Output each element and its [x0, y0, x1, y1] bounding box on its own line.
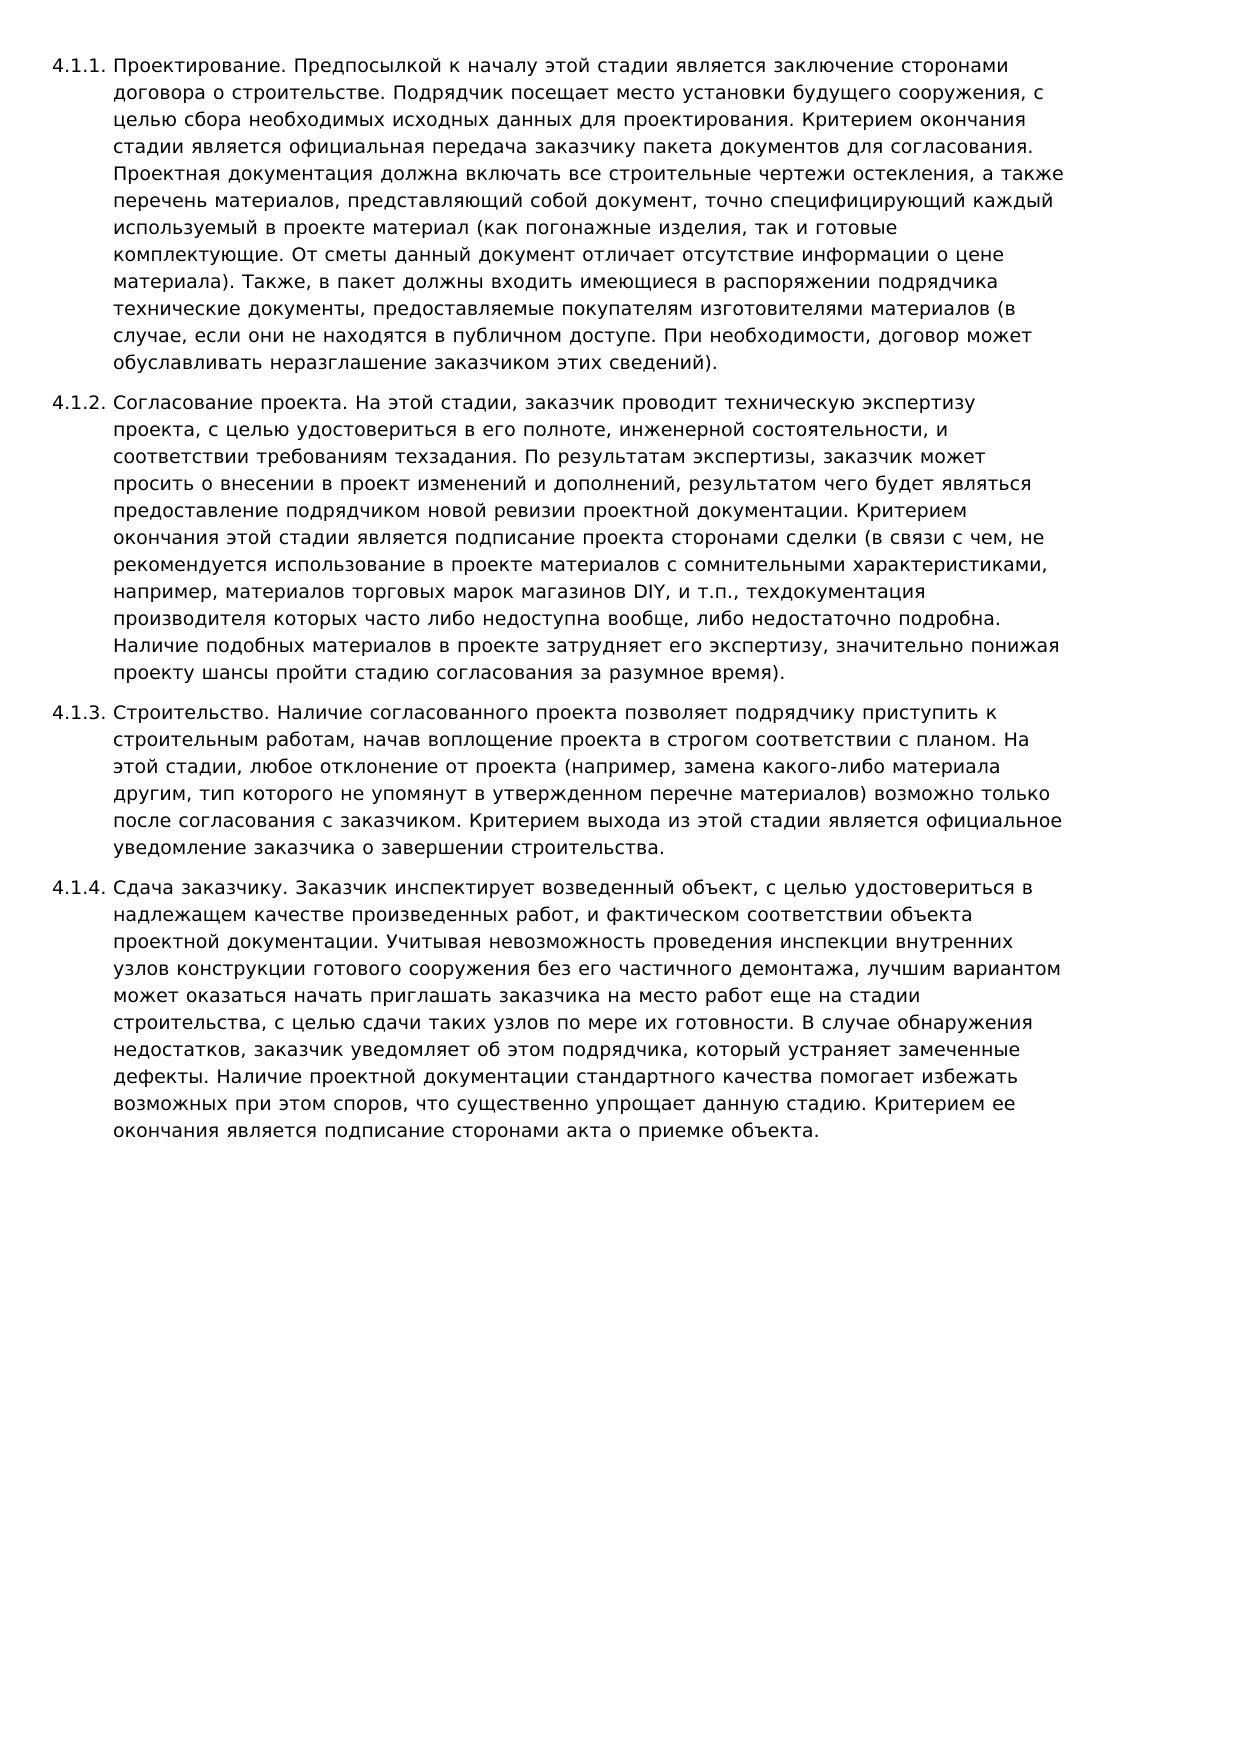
paragraph-text: Строительство. Наличие согласованного проекта позволяет подрядчику приступить к строительным работам, начав воплощение проекта в строгом соответствии с планом. На этой стадии, любое отклонение от проекта (например, замена какого-либо материала другим, тип которого не упомянут в утвержденном перечне материалов) возможно только после согласования с заказчиком. Критерием выхода из этой стадии является официальное уведомление заказчика о завершении строительства. [113, 702, 1063, 859]
paragraph-text: Сдача заказчику. Заказчик инспектирует возведенный объект, с целью удостовериться в надлежащем качестве произведенных работ, и фактическом соответствии объекта проектной документации. Учитывая невозможность проведения инспекции внутренних узлов конструкции готового сооружения без его частичного демонтажа, лучшим вариантом может оказаться начать приглашать заказчика на место работ еще на стадии строительства, с целью сдачи таких узлов по мере их готовности. В случае обнаружения недостатков, заказчик уведомляет об этом подрядчика, который устраняет замеченные дефекты. Наличие проектной документации стандартного качества помогает избежать возможных при этом споров, что существенно упрощает данную стадию. Критерием ее окончания является подписание сторонами акта о приемке объекта. [113, 877, 1062, 1142]
paragraph-number: 4.1.3. [52, 702, 107, 724]
paragraph-number: 4.1.2. [52, 392, 107, 414]
paragraph-4-1-3 [52, 700, 1065, 862]
paragraph-text: Согласование проекта. На этой стадии, заказчик проводит техническую экспертизу проекта, с целью удостовериться в его полноте, инженерной состоятельности, и соответствии требованиям техзадания. По результатам экспертизы, заказчик может просить о внесении в проект изменений и дополнений, результатом чего будет являться предоставление подрядчиком новой ревизии проектной документации. Критерием окончания этой стадии является подписание проекта сторонами сделки (в связи с чем, не рекомендуется использование в проекте материалов с сомнительными характеристиками, например, материалов торговых марок магазинов DIY, и т.п., техдокументация производителя которых часто либо недоступна вообще, либо недостаточно подробна. Наличие подобных материалов в проекте затрудняет его экспертизу, значительно понижая проекту шансы пройти стадию согласования за разумное время). [113, 392, 1060, 684]
paragraph-text: Проектирование. Предпосылкой к началу этой стадии является заключение сторонами договора о строительстве. Подрядчик посещает место установки будущего сооружения, с целью сбора необходимых исходных данных для проектирования. Критерием окончания стадии является официальная передача заказчику пакета документов для согласования. Проектная документация должна включать все строительные чертежи остекления, а также перечень материалов, представляющий собой документ, точно специфицирующий каждый используемый в проекте материал (как погонажные изделия, так и готовые комплектующие. От сметы данный документ отличает отсутствие информации о цене материала). Также, в пакет должны входить имеющиеся в распоряжении подрядчика технические документы, предоставляемые покупателям изготовителями материалов (в случае, если они не находятся в публичном доступе. При необходимости, договор может обуславливать неразглашение заказчиком этих сведений). [113, 55, 1064, 374]
paragraph-number: 4.1.4. [52, 877, 107, 899]
paragraph-4-1-2 [52, 390, 1065, 687]
paragraph-4-1-4 [52, 875, 1065, 1145]
paragraph-4-1-1 [52, 53, 1065, 377]
paragraph-number: 4.1.1. [52, 55, 107, 77]
